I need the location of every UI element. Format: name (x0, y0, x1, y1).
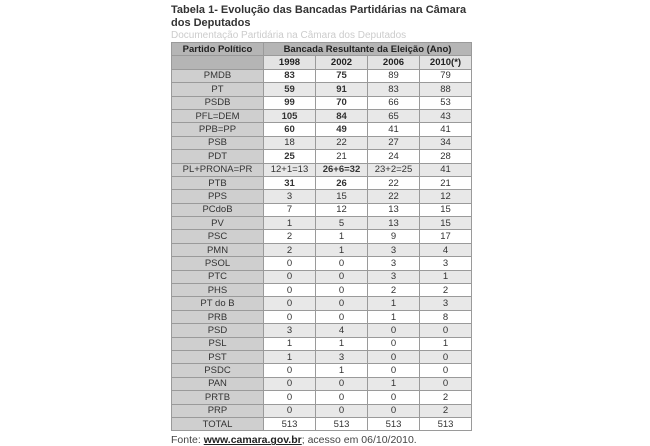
seat-count-cell: 2 (420, 284, 472, 297)
seat-count-cell: 2 (368, 284, 420, 297)
source-prefix: Fonte: (171, 434, 204, 446)
seat-count-cell: 0 (264, 404, 316, 417)
seat-count-cell: 83 (264, 69, 316, 82)
party-seats-table (171, 42, 472, 431)
seat-count-cell: 31 (264, 176, 316, 189)
table-row (172, 203, 472, 216)
table-row (172, 69, 472, 82)
seat-count-cell: 0 (264, 364, 316, 377)
party-cell: PPS (172, 190, 264, 203)
seat-count-cell: 2 (264, 243, 316, 256)
table-row (172, 136, 472, 149)
seat-count-cell: 0 (316, 257, 368, 270)
seat-count-cell: 0 (420, 324, 472, 337)
seat-count-cell: 28 (420, 150, 472, 163)
table-row (172, 190, 472, 203)
year-spacer (172, 56, 264, 69)
seat-count-cell: 59 (264, 83, 316, 96)
party-cell: PHS (172, 284, 264, 297)
seat-count-cell: 0 (316, 310, 368, 323)
table-row (172, 377, 472, 390)
seat-count-cell: 3 (368, 243, 420, 256)
party-cell: PSOL (172, 257, 264, 270)
seat-count-cell: 1 (316, 364, 368, 377)
table-row (172, 324, 472, 337)
table-figure (171, 4, 471, 446)
table-row (172, 297, 472, 310)
party-cell: PDT (172, 150, 264, 163)
party-cell: PT do B (172, 297, 264, 310)
seat-count-cell: 0 (420, 377, 472, 390)
seat-count-cell: 2 (264, 230, 316, 243)
party-cell: PSC (172, 230, 264, 243)
seat-count-cell: 0 (368, 364, 420, 377)
party-cell: PL+PRONA=PR (172, 163, 264, 176)
table-row (172, 270, 472, 283)
seat-count-cell: 13 (368, 217, 420, 230)
seat-count-cell: 26+6=32 (316, 163, 368, 176)
party-cell: PRP (172, 404, 264, 417)
seat-count-cell: 17 (420, 230, 472, 243)
seat-count-cell: 513 (420, 417, 472, 430)
table-row (172, 176, 472, 189)
seat-count-cell: 0 (368, 404, 420, 417)
seat-count-cell: 22 (368, 190, 420, 203)
table-row (172, 310, 472, 323)
party-cell: PTB (172, 176, 264, 189)
seat-count-cell: 0 (264, 377, 316, 390)
seat-count-cell: 0 (264, 270, 316, 283)
seat-count-cell: 513 (316, 417, 368, 430)
seat-count-cell: 1 (264, 337, 316, 350)
table-row (172, 337, 472, 350)
seat-count-cell: 21 (316, 150, 368, 163)
seat-count-cell: 4 (420, 243, 472, 256)
source-link[interactable]: www.camara.gov.br (203, 434, 302, 446)
party-cell: PFL=DEM (172, 109, 264, 122)
seat-count-cell: 12 (316, 203, 368, 216)
seat-count-cell: 43 (420, 109, 472, 122)
seat-count-cell: 0 (264, 284, 316, 297)
seat-count-cell: 3 (368, 257, 420, 270)
table-subtitle: Documentação Partidária na Câmara dos Deputados (171, 30, 407, 41)
seat-count-cell: 1 (316, 243, 368, 256)
table-row (172, 417, 472, 430)
seat-count-cell: 0 (316, 297, 368, 310)
seat-count-cell: 0 (316, 284, 368, 297)
year-header: 1998 (264, 56, 316, 69)
year-header: 2002 (316, 56, 368, 69)
seat-count-cell: 8 (420, 310, 472, 323)
seat-count-cell: 0 (316, 270, 368, 283)
seat-count-cell: 1 (368, 297, 420, 310)
seat-count-cell: 83 (368, 83, 420, 96)
seat-count-cell: 23+2=25 (368, 163, 420, 176)
table-row (172, 109, 472, 122)
seat-count-cell: 79 (420, 69, 472, 82)
table-row (172, 217, 472, 230)
party-cell: PAN (172, 377, 264, 390)
table-row (172, 350, 472, 363)
group-column-header: Bancada Resultante da Eleição (Ano) (264, 43, 472, 56)
seat-count-cell: 41 (420, 123, 472, 136)
seat-count-cell: 75 (316, 69, 368, 82)
party-cell: PMN (172, 243, 264, 256)
seat-count-cell: 513 (264, 417, 316, 430)
seat-count-cell: 25 (264, 150, 316, 163)
party-cell: PSB (172, 136, 264, 149)
seat-count-cell: 27 (368, 136, 420, 149)
party-cell: PST (172, 350, 264, 363)
seat-count-cell: 89 (368, 69, 420, 82)
seat-count-cell: 12 (420, 190, 472, 203)
seat-count-cell: 26 (316, 176, 368, 189)
seat-count-cell: 41 (420, 163, 472, 176)
source-note (171, 434, 471, 446)
party-cell: PCdoB (172, 203, 264, 216)
seat-count-cell: 24 (368, 150, 420, 163)
seat-count-cell: 15 (420, 203, 472, 216)
seat-count-cell: 2 (420, 391, 472, 404)
seat-count-cell: 60 (264, 123, 316, 136)
seat-count-cell: 66 (368, 96, 420, 109)
party-cell: PSL (172, 337, 264, 350)
table-row (172, 243, 472, 256)
party-cell: PTC (172, 270, 264, 283)
seat-count-cell: 1 (420, 337, 472, 350)
seat-count-cell: 7 (264, 203, 316, 216)
seat-count-cell: 0 (368, 324, 420, 337)
seat-count-cell: 0 (264, 391, 316, 404)
seat-count-cell: 84 (316, 109, 368, 122)
seat-count-cell: 1 (316, 230, 368, 243)
seat-count-cell: 15 (316, 190, 368, 203)
seat-count-cell: 0 (316, 404, 368, 417)
seat-count-cell: 2 (420, 404, 472, 417)
seat-count-cell: 1 (420, 270, 472, 283)
seat-count-cell: 65 (368, 109, 420, 122)
header-row (172, 43, 472, 56)
seat-count-cell: 91 (316, 83, 368, 96)
seat-count-cell: 5 (316, 217, 368, 230)
year-header: 2006 (368, 56, 420, 69)
seat-count-cell: 3 (368, 270, 420, 283)
seat-count-cell: 41 (368, 123, 420, 136)
seat-count-cell: 1 (264, 350, 316, 363)
seat-count-cell: 0 (264, 297, 316, 310)
seat-count-cell: 49 (316, 123, 368, 136)
seat-count-cell: 0 (420, 350, 472, 363)
seat-count-cell: 22 (316, 136, 368, 149)
seat-count-cell: 3 (316, 350, 368, 363)
party-cell: PV (172, 217, 264, 230)
party-cell: PSDC (172, 364, 264, 377)
seat-count-cell: 21 (420, 176, 472, 189)
table-row (172, 404, 472, 417)
seat-count-cell: 53 (420, 96, 472, 109)
seat-count-cell: 9 (368, 230, 420, 243)
seat-count-cell: 34 (420, 136, 472, 149)
table-row (172, 284, 472, 297)
year-row (172, 56, 472, 69)
seat-count-cell: 0 (368, 391, 420, 404)
seat-count-cell: 1 (368, 377, 420, 390)
seat-count-cell: 1 (368, 310, 420, 323)
source-suffix: ; acesso em 06/10/2010. (301, 434, 417, 446)
seat-count-cell: 18 (264, 136, 316, 149)
table-body (172, 69, 472, 431)
party-cell: PSDB (172, 96, 264, 109)
seat-count-cell: 0 (368, 350, 420, 363)
party-cell: PMDB (172, 69, 264, 82)
table-row (172, 96, 472, 109)
seat-count-cell: 0 (264, 257, 316, 270)
table-row (172, 150, 472, 163)
seat-count-cell: 70 (316, 96, 368, 109)
party-cell: PRTB (172, 391, 264, 404)
seat-count-cell: 1 (264, 217, 316, 230)
seat-count-cell: 3 (420, 297, 472, 310)
seat-count-cell: 0 (316, 377, 368, 390)
party-cell: PSD (172, 324, 264, 337)
seat-count-cell: 3 (420, 257, 472, 270)
seat-count-cell: 88 (420, 83, 472, 96)
seat-count-cell: 105 (264, 109, 316, 122)
party-cell: PT (172, 83, 264, 96)
party-cell: PRB (172, 310, 264, 323)
table-row (172, 123, 472, 136)
seat-count-cell: 1 (316, 337, 368, 350)
seat-count-cell: 4 (316, 324, 368, 337)
table-row (172, 83, 472, 96)
seat-count-cell: 22 (368, 176, 420, 189)
table-row (172, 257, 472, 270)
party-cell: PPB=PP (172, 123, 264, 136)
table-title: Tabela 1- Evolução das Bancadas Partidárias na Câmara dos Deputados (171, 4, 467, 29)
seat-count-cell: 12+1=13 (264, 163, 316, 176)
seat-count-cell: 513 (368, 417, 420, 430)
table-row (172, 364, 472, 377)
seat-count-cell: 3 (264, 324, 316, 337)
seat-count-cell: 0 (420, 364, 472, 377)
party-cell: TOTAL (172, 417, 264, 430)
seat-count-cell: 0 (316, 391, 368, 404)
year-header: 2010(*) (420, 56, 472, 69)
seat-count-cell: 99 (264, 96, 316, 109)
seat-count-cell: 3 (264, 190, 316, 203)
party-column-header: Partido Político (172, 43, 264, 56)
table-row (172, 391, 472, 404)
seat-count-cell: 13 (368, 203, 420, 216)
seat-count-cell: 0 (264, 310, 316, 323)
seat-count-cell: 15 (420, 217, 472, 230)
seat-count-cell: 0 (368, 337, 420, 350)
table-row (172, 230, 472, 243)
table-row (172, 163, 472, 176)
